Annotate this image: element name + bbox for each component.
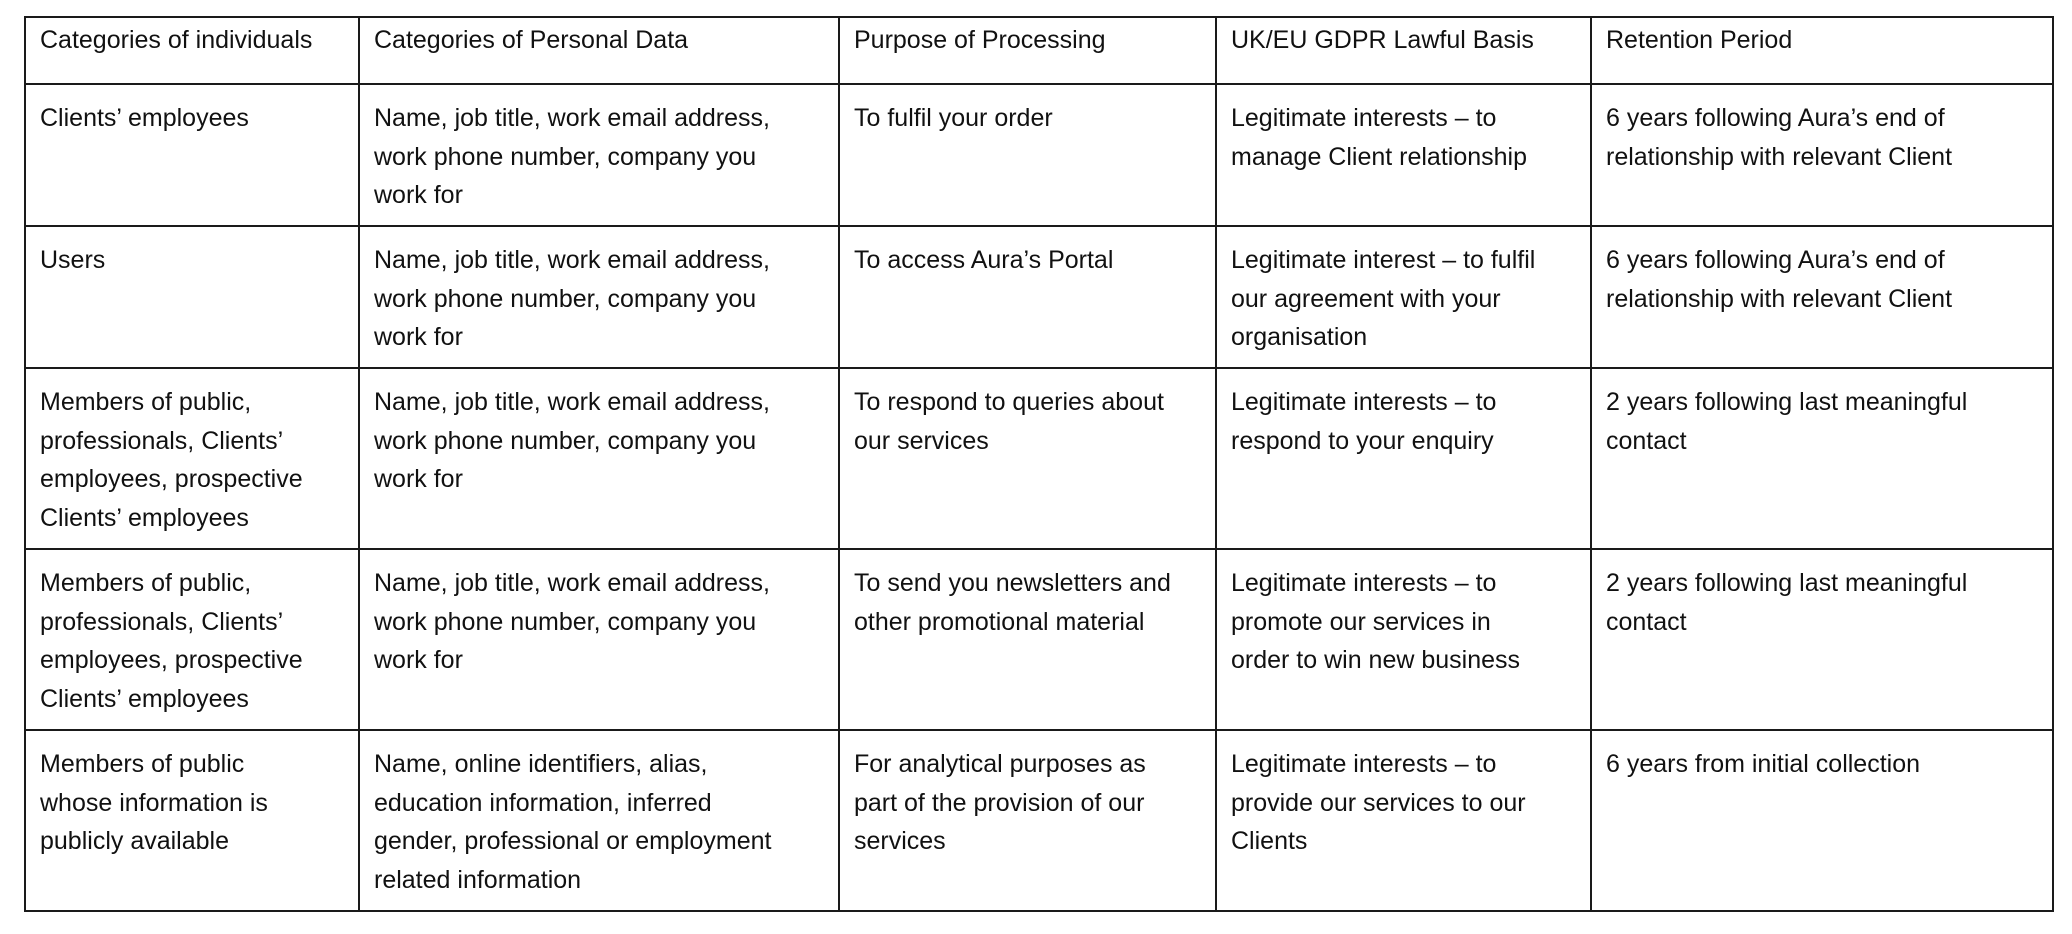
cell-text: 6 years from initial collection	[1606, 750, 1921, 778]
cell-retention	[1591, 730, 2053, 911]
cell-text: Members of public, professionals, Clients’ employees, prospective Clients’ employees	[40, 569, 303, 713]
header-categories-of-individuals: Categories of individuals	[25, 17, 359, 84]
cell-text: 6 years following Aura’s end of relationship with relevant Client	[1606, 246, 1953, 313]
cell-lawful-basis	[1216, 730, 1591, 911]
cell-text: For analytical purposes as part of the provision of our services	[854, 750, 1146, 855]
cell-text: To access Aura’s Portal	[854, 246, 1114, 274]
cell-text: 2 years following last meaningful contact	[1606, 569, 1968, 636]
cell-individuals	[25, 368, 359, 549]
cell-text: Clients’ employees	[40, 104, 249, 132]
cell-purpose	[839, 226, 1216, 368]
cell-text: Members of public, professionals, Clients’ employees, prospective Clients’ employees	[40, 388, 303, 532]
cell-personal-data	[359, 549, 839, 730]
cell-text: Members of public whose information is publicly available	[40, 750, 268, 855]
cell-retention	[1591, 226, 2053, 368]
table-row	[25, 368, 2053, 549]
cell-personal-data	[359, 730, 839, 911]
header-lawful-basis: UK/EU GDPR Lawful Basis	[1216, 17, 1591, 84]
cell-text: Legitimate interest – to fulfil our agreement with your organisation	[1231, 246, 1536, 351]
cell-purpose	[839, 730, 1216, 911]
header-retention-period: Retention Period	[1591, 17, 2053, 84]
cell-text: Name, job title, work email address, work phone number, company you work for	[374, 569, 770, 674]
cell-text: 6 years following Aura’s end of relationship with relevant Client	[1606, 104, 1953, 171]
cell-lawful-basis	[1216, 84, 1591, 226]
cell-purpose	[839, 549, 1216, 730]
cell-lawful-basis	[1216, 549, 1591, 730]
cell-text: Legitimate interests – to respond to your enquiry	[1231, 388, 1497, 455]
cell-individuals	[25, 84, 359, 226]
cell-text: Name, job title, work email address, work phone number, company you work for	[374, 104, 770, 209]
cell-text: To respond to queries about our services	[854, 388, 1164, 455]
cell-text: Legitimate interests – to promote our services in order to win new business	[1231, 569, 1521, 674]
cell-personal-data	[359, 368, 839, 549]
cell-purpose	[839, 84, 1216, 226]
cell-individuals	[25, 549, 359, 730]
cell-text: Name, job title, work email address, work phone number, company you work for	[374, 246, 770, 351]
cell-text: To send you newsletters and other promotional material	[854, 569, 1171, 636]
header-purpose-of-processing: Purpose of Processing	[839, 17, 1216, 84]
cell-text: Legitimate interests – to manage Client relationship	[1231, 104, 1528, 171]
cell-purpose	[839, 368, 1216, 549]
cell-retention	[1591, 368, 2053, 549]
cell-text: To fulfil your order	[854, 104, 1053, 132]
cell-text: Name, job title, work email address, work phone number, company you work for	[374, 388, 770, 493]
table-row	[25, 730, 2053, 911]
cell-retention	[1591, 84, 2053, 226]
cell-text: Legitimate interests – to provide our services to our Clients	[1231, 750, 1526, 855]
cell-lawful-basis	[1216, 368, 1591, 549]
table-row	[25, 226, 2053, 368]
header-categories-of-personal-data: Categories of Personal Data	[359, 17, 839, 84]
table-header-row	[25, 17, 2053, 84]
table-row	[25, 549, 2053, 730]
cell-individuals	[25, 226, 359, 368]
cell-text: Name, online identifiers, alias, education information, inferred gender, professional or employment related information	[374, 750, 772, 894]
cell-lawful-basis	[1216, 226, 1591, 368]
cell-individuals	[25, 730, 359, 911]
cell-personal-data	[359, 226, 839, 368]
cell-retention	[1591, 549, 2053, 730]
cell-text: Users	[40, 246, 106, 274]
cell-personal-data	[359, 84, 839, 226]
table-row	[25, 84, 2053, 226]
data-processing-table	[24, 16, 2054, 912]
cell-text: 2 years following last meaningful contact	[1606, 388, 1968, 455]
